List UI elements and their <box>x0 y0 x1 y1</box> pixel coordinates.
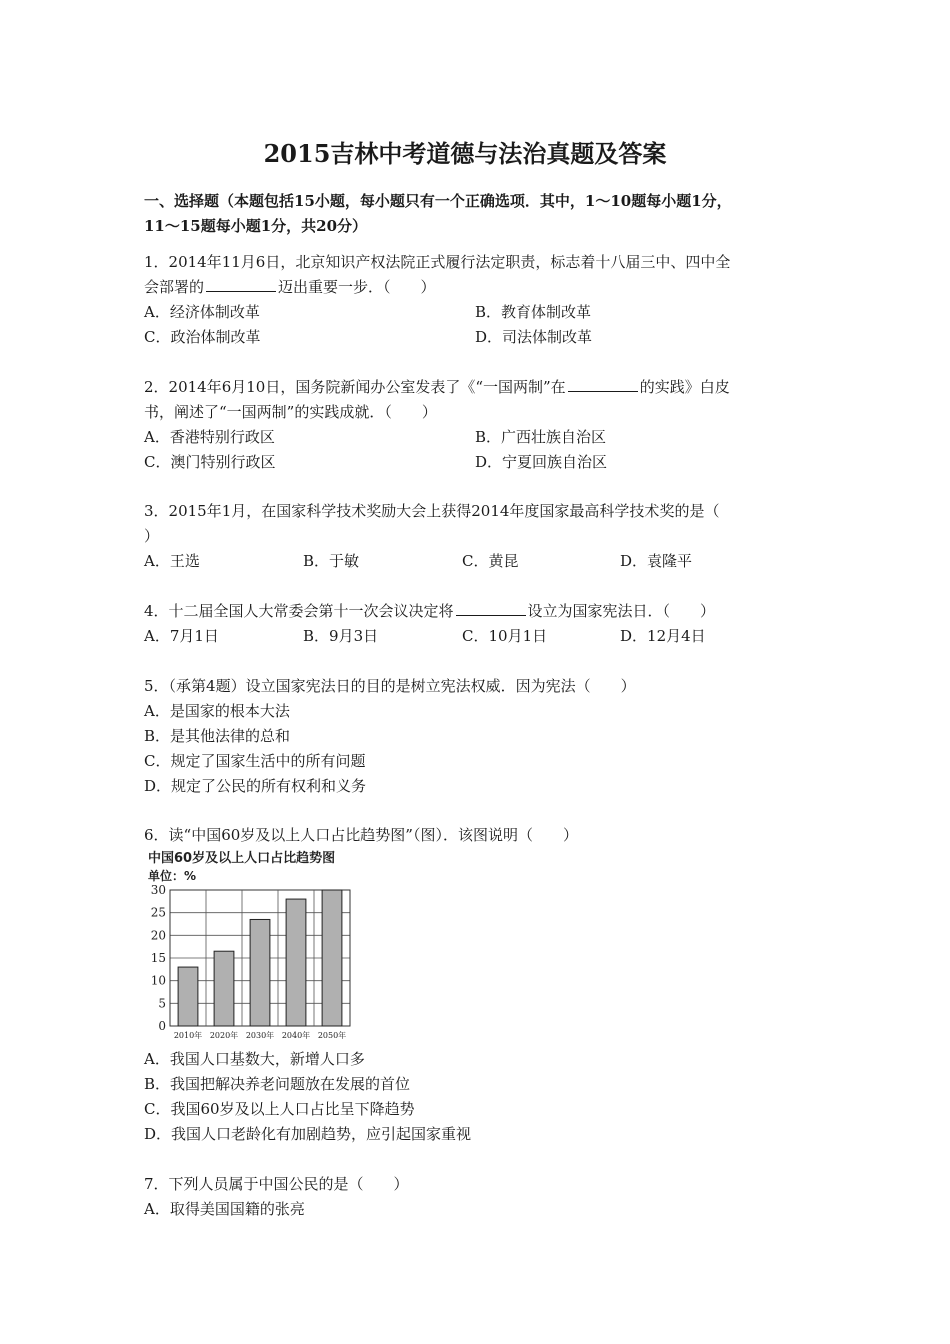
y-tick-label: 10 <box>150 973 166 988</box>
q1-stem-line2 <box>144 276 436 297</box>
q2-option-d[interactable]: D．宁夏回族自治区 <box>475 453 608 471</box>
q7-option-a[interactable]: A．取得美国国籍的张亮 <box>144 1200 305 1218</box>
q2-option-a[interactable]: A．香港特别行政区 <box>144 428 275 446</box>
y-tick-label: 30 <box>150 884 166 897</box>
bar <box>286 899 306 1026</box>
y-tick-label: 15 <box>150 951 166 965</box>
y-tick-label: 5 <box>158 996 166 1011</box>
answer-blank <box>206 277 276 292</box>
q4-option-a[interactable]: A．7月1日 <box>144 627 219 645</box>
q4-stem-part2: 设立为国家宪法日．（ ） <box>527 602 716 620</box>
x-tick-label: 2030年 <box>245 1031 275 1040</box>
bar <box>250 919 270 1026</box>
x-tick-label: 2050年 <box>317 1031 347 1040</box>
q1-option-b[interactable]: B．教育体制改革 <box>475 303 592 321</box>
x-tick-label: 2040年 <box>281 1031 311 1040</box>
q2-stem-part2: 的实践》白皮 <box>639 378 730 396</box>
y-tick-label: 0 <box>158 1019 166 1033</box>
q2-stem-part1: 2．2014年6月10日，国务院新闻办公室发表了《“一国两制”在 <box>144 378 566 396</box>
bar <box>178 967 198 1026</box>
q4-stem-line1 <box>144 600 715 621</box>
q2-option-b[interactable]: B．广西壮族自治区 <box>475 428 607 446</box>
chart-unit-label: 单位：% <box>148 869 197 883</box>
q3-option-a[interactable]: A．王选 <box>144 552 200 570</box>
answer-blank <box>456 601 526 616</box>
q4-option-d[interactable]: D．12月4日 <box>620 627 706 645</box>
q1-option-c[interactable]: C．政治体制改革 <box>144 328 261 346</box>
q2-option-c[interactable]: C．澳门特别行政区 <box>144 453 276 471</box>
q4-stem-part1: 4．十二届全国人大常委会第十一次会议决定将 <box>144 602 454 620</box>
q5-option-d[interactable]: D．规定了公民的所有权利和义务 <box>144 777 367 795</box>
section-heading-line2: 11～15题每小题1分，共20分） <box>144 217 368 235</box>
q1-stem-line1: 1．2014年11月6日，北京知识产权法院正式履行法定职责，标志着十八届三中、四中全 <box>144 253 731 271</box>
q6-option-d[interactable]: D．我国人口老龄化有加剧趋势，应引起国家重视 <box>144 1125 472 1143</box>
q3-option-d[interactable]: D．袁隆平 <box>620 552 693 570</box>
q5-option-a[interactable]: A．是国家的根本大法 <box>144 702 290 720</box>
q2-stem-line1 <box>144 376 730 397</box>
q6-option-c[interactable]: C．我国60岁及以上人口占比呈下降趋势 <box>144 1100 415 1118</box>
q5-stem-line1: 5．（承第4题）设立国家宪法日的目的是树立宪法权威．因为宪法（ ） <box>144 677 636 695</box>
q3-stem-line1: 3．2015年1月，在国家科学技术奖励大会上获得2014年度国家最高科学技术奖的是（ <box>144 502 720 520</box>
section-heading-line1: 一、选择题（本题包括15小题，每小题只有一个正确选项．其中，1～10题每小题1分， <box>144 192 732 210</box>
chart-title: 中国60岁及以上人口占比趋势图 <box>148 851 336 866</box>
answer-blank <box>568 377 638 392</box>
q3-stem-line2: ） <box>144 527 160 545</box>
q3-option-c[interactable]: C．黄昆 <box>462 552 519 570</box>
q7-stem-line1: 7．下列人员属于中国公民的是（ ） <box>144 1175 409 1193</box>
population-chart <box>140 884 360 1046</box>
x-tick-label: 2010年 <box>173 1031 203 1040</box>
x-tick-label: 2020年 <box>209 1031 239 1040</box>
q2-stem-line2: 书，阐述了“一国两制”的实践成就．（ ） <box>144 403 437 421</box>
q1-stem-part1: 会部署的 <box>144 278 205 296</box>
q1-option-d[interactable]: D．司法体制改革 <box>475 328 593 346</box>
q5-option-c[interactable]: C．规定了国家生活中的所有问题 <box>144 752 366 770</box>
q5-option-b[interactable]: B．是其他法律的总和 <box>144 727 291 745</box>
bar <box>322 890 342 1026</box>
q3-option-b[interactable]: B．于敏 <box>303 552 360 570</box>
y-tick-label: 25 <box>150 905 166 920</box>
q4-option-c[interactable]: C．10月1日 <box>462 627 548 645</box>
q6-option-a[interactable]: A．我国人口基数大，新增人口多 <box>144 1050 365 1068</box>
q1-option-a[interactable]: A．经济体制改革 <box>144 303 260 321</box>
y-tick-label: 20 <box>150 928 166 943</box>
q4-option-b[interactable]: B．9月3日 <box>303 627 379 645</box>
q6-option-b[interactable]: B．我国把解决养老问题放在发展的首位 <box>144 1075 411 1093</box>
page-title: 2015吉林中考道德与法治真题及答案 <box>263 139 667 168</box>
q1-stem-part2: 迈出重要一步．（ ） <box>278 278 436 296</box>
bar <box>214 951 234 1026</box>
q6-stem-line1: 6．读“中国60岁及以上人口占比趋势图”（图）．该图说明（ ） <box>144 826 578 844</box>
